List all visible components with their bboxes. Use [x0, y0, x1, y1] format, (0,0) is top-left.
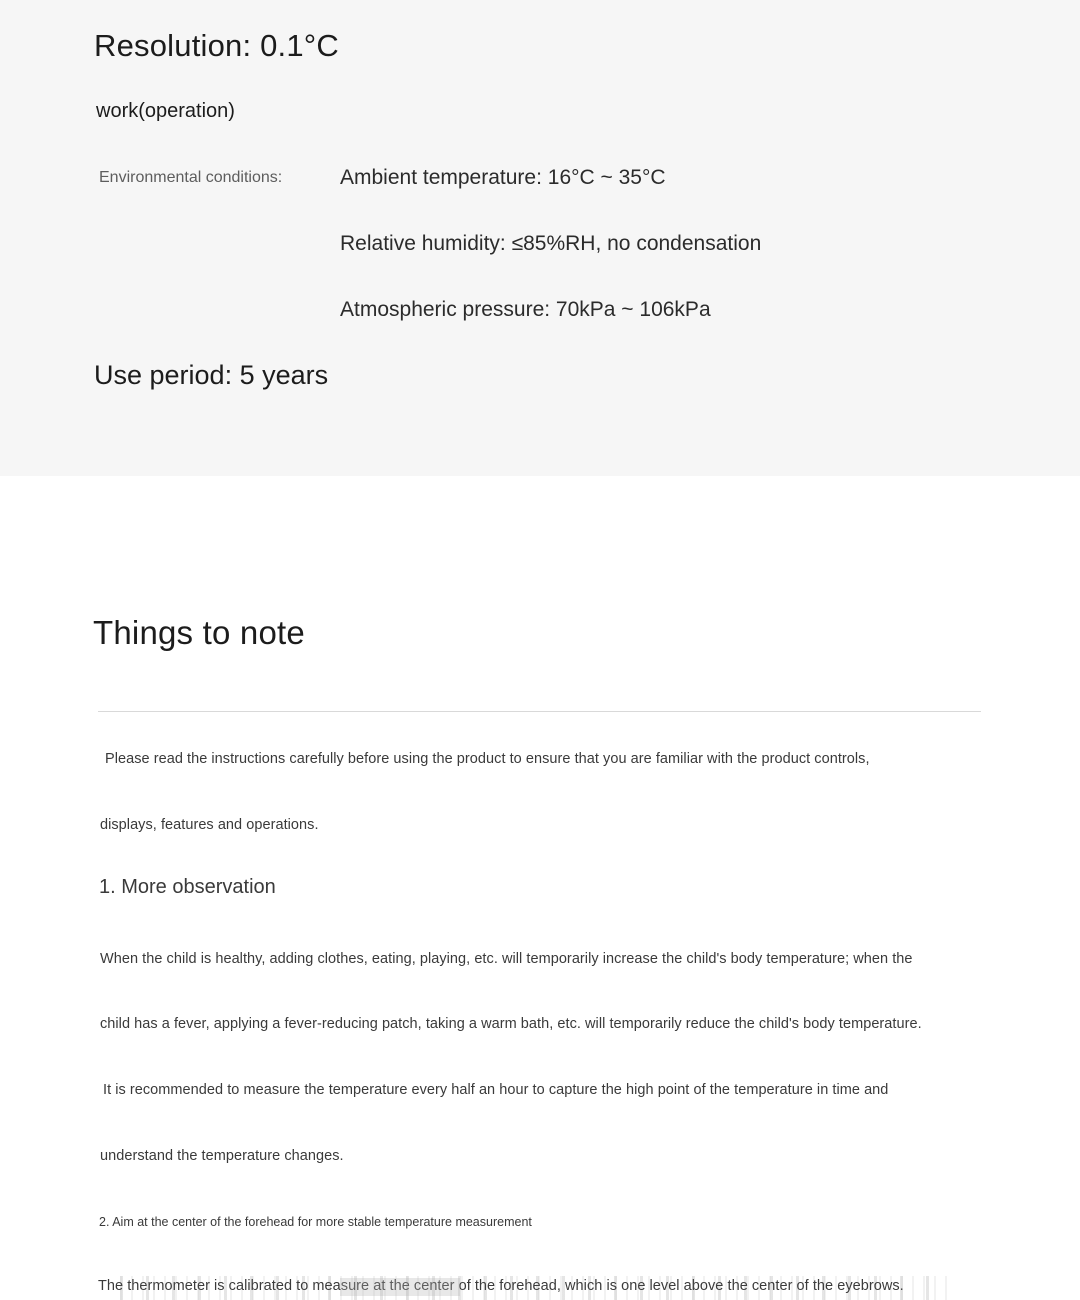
notes-section-1-line-4: understand the temperature changes.: [100, 1148, 344, 1164]
spec-resolution-text: Resolution: 0.1°C: [94, 28, 339, 63]
notes-title: Things to note: [93, 614, 305, 651]
spec-atmospheric-pressure: Atmospheric pressure: 70kPa ~ 106kPa: [340, 298, 711, 321]
specification-block: [0, 0, 1080, 476]
notes-section-2-heading: 2. Aim at the center of the forehead for more stable temperature measurement: [99, 1215, 532, 1229]
notes-section-1-heading: 1. More observation: [99, 876, 276, 898]
notes-intro-line-1: Please read the instructions carefully before using the product to ensure that you are familiar with the product controls,: [105, 751, 870, 767]
notes-section-1-line-1: When the child is healthy, adding clothes, eating, playing, etc. will temporarily increase the child's body temperature; when the: [100, 951, 913, 967]
notes-section-1-line-3: It is recommended to measure the temperature every half an hour to capture the high point of the temperature in time and: [103, 1082, 889, 1098]
notes-divider: [98, 711, 981, 712]
notes-intro-line-2: displays, features and operations.: [100, 817, 319, 833]
spec-environment-label: Environmental conditions:: [99, 169, 283, 186]
spec-use-period: Use period: 5 years: [94, 360, 329, 390]
notes-section-2-line-1: The thermometer is calibrated to measure at the center of the forehead, which is one level above the center of the eyebrows.: [98, 1278, 904, 1294]
spec-relative-humidity: Relative humidity: ≤85%RH, no condensation: [340, 232, 762, 255]
spec-ambient-temperature: Ambient temperature: 16°C ~ 35°C: [340, 166, 666, 189]
notes-section-1-line-2: child has a fever, applying a fever-reducing patch, taking a warm bath, etc. will temporarily reduce the child's body temperature.: [100, 1016, 922, 1032]
spec-work-heading: work(operation): [96, 100, 235, 122]
